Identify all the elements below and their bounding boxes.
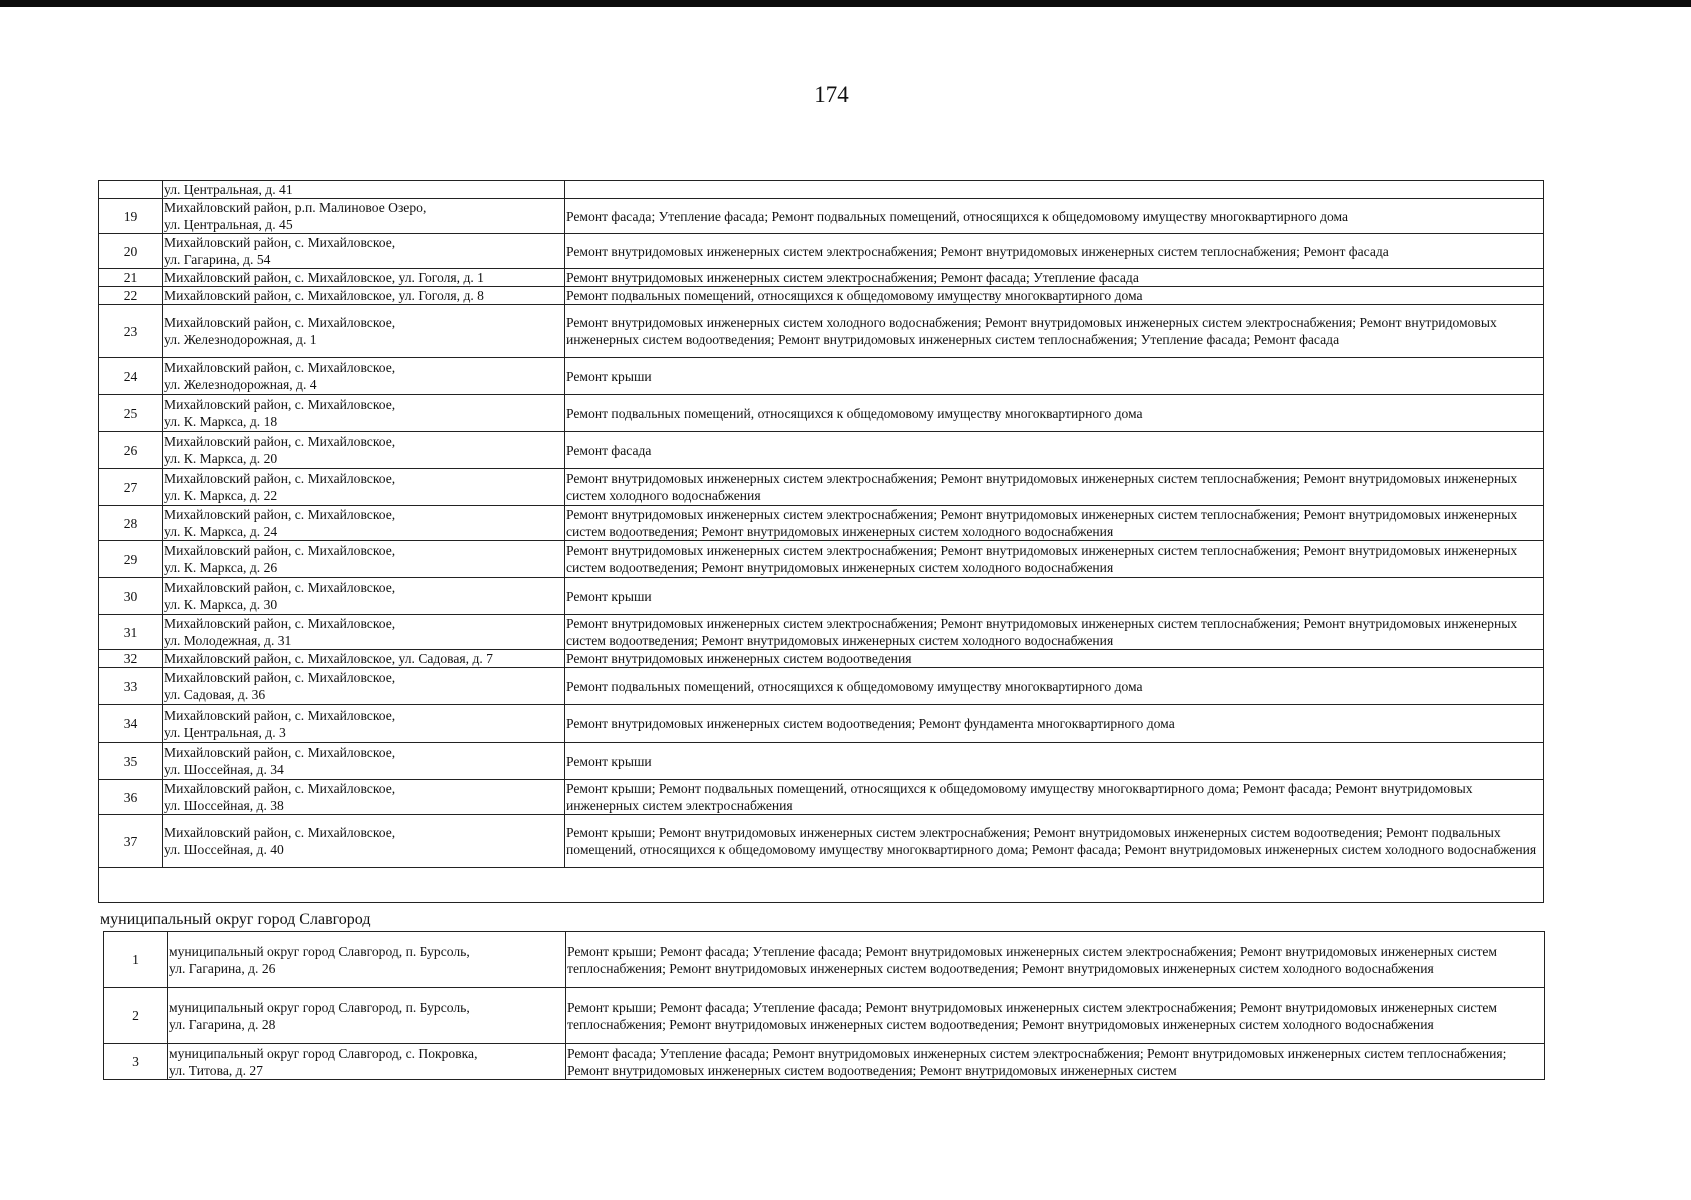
spacer-cell — [99, 868, 1544, 903]
address-cell — [163, 705, 565, 743]
address-line: ул. Шоссейная, д. 40 — [164, 842, 284, 857]
address-cell — [168, 988, 566, 1044]
address-line: Михайловский район, с. Михайловское, — [164, 745, 396, 760]
works-cell: Ремонт внутридомовых инженерных систем электроснабжения; Ремонт внутридомовых инженерных систем теплоснабжения; Ремонт внутридомовых инженерных систем водоотведения; Ремонт внутридомовых инженерных систем холодного водоснабжения — [565, 506, 1544, 541]
address-line: ул. К. Маркса, д. 26 — [164, 560, 278, 575]
address-cell — [168, 932, 566, 988]
address-line: Михайловский район, с. Михайловское, — [164, 360, 396, 375]
row-number: 27 — [99, 469, 163, 506]
address-cell — [163, 615, 565, 650]
address-line: муниципальный округ город Славгород, с. Покровка, — [169, 1045, 478, 1061]
row-number: 23 — [99, 305, 163, 358]
address-line: ул. Шоссейная, д. 38 — [164, 798, 284, 813]
address-line: Михайловский район, с. Михайловское, — [164, 781, 396, 796]
address-cell — [163, 506, 565, 541]
address-line: ул. Садовая, д. 36 — [164, 687, 266, 702]
address-line: Михайловский район, с. Михайловское, — [164, 397, 396, 412]
table-row — [99, 650, 1544, 668]
address-cell — [163, 305, 565, 358]
address-cell — [163, 358, 565, 395]
table-row — [99, 615, 1544, 650]
address-line: Михайловский район, с. Михайловское, ул. Гоголя, д. 8 — [164, 288, 484, 303]
address-line: ул. К. Маркса, д. 30 — [164, 597, 278, 612]
table-row — [99, 743, 1544, 780]
row-number: 37 — [99, 815, 163, 868]
row-number: 21 — [99, 269, 163, 287]
works-cell: Ремонт внутридомовых инженерных систем электроснабжения; Ремонт внутридомовых инженерных систем теплоснабжения; Ремонт внутридомовых инженерных систем водоотведения; Ремонт внутридомовых инженерных систем холодного водоснабжения — [565, 541, 1544, 578]
address-cell — [163, 743, 565, 780]
table-row — [99, 469, 1544, 506]
works-cell: Ремонт подвальных помещений, относящихся к общедомовому имуществу многоквартирного дома — [565, 395, 1544, 432]
works-cell: Ремонт фасада; Утепление фасада; Ремонт внутридомовых инженерных систем электроснабжения; Ремонт внутридомовых инженерных систем теплоснабжения; Ремонт внутридомовых инженерных систем водоотведения; Ремонт внутридомовых инженерных систем — [566, 1044, 1545, 1080]
table-row — [99, 395, 1544, 432]
works-cell: Ремонт фасада; Утепление фасада; Ремонт подвальных помещений, относящихся к общедомовому имуществу многоквартирного дома — [565, 199, 1544, 234]
works-cell: Ремонт крыши; Ремонт подвальных помещений, относящихся к общедомовому имуществу многоквартирного дома; Ремонт фасада; Ремонт внутридомовых инженерных систем электроснабжения — [565, 780, 1544, 815]
address-cell — [163, 395, 565, 432]
address-cell — [163, 541, 565, 578]
works-cell: Ремонт крыши; Ремонт внутридомовых инженерных систем электроснабжения; Ремонт внутридомовых инженерных систем водоотведения; Ремонт подвальных помещений, относящихся к общедомовому имуществу многоквартирного дома; Ремонт фасада; Ремонт внутридомовых инженерных систем холодного водоснабжения — [565, 815, 1544, 868]
table-row — [104, 1044, 1545, 1080]
table-row — [99, 234, 1544, 269]
row-number: 33 — [99, 668, 163, 705]
address-line: Михайловский район, с. Михайловское, — [164, 315, 396, 330]
address-line: Михайловский район, с. Михайловское, — [164, 471, 396, 486]
works-cell: Ремонт внутридомовых инженерных систем холодного водоснабжения; Ремонт внутридомовых инженерных систем электроснабжения; Ремонт внутридомовых инженерных систем водоотведения; Ремонт внутридомовых инженерных систем теплоснабжения; Утепление фасада; Ремонт фасада — [565, 305, 1544, 358]
address-line: ул. Гагарина, д. 26 — [169, 960, 276, 976]
works-cell: Ремонт внутридомовых инженерных систем электроснабжения; Ремонт внутридомовых инженерных систем теплоснабжения; Ремонт внутридомовых инженерных систем водоотведения; Ремонт внутридомовых инженерных систем холодного водоснабжения — [565, 615, 1544, 650]
works-cell: Ремонт фасада — [565, 432, 1544, 469]
address-line: ул. К. Маркса, д. 18 — [164, 414, 278, 429]
row-number: 26 — [99, 432, 163, 469]
address-line: Михайловский район, с. Михайловское, — [164, 434, 396, 449]
section-title: муниципальный округ город Славгород — [100, 911, 371, 928]
address-line: Михайловский район, с. Михайловское, — [164, 580, 396, 595]
works-cell: Ремонт крыши — [565, 358, 1544, 395]
table-row — [99, 815, 1544, 868]
address-cell — [163, 181, 565, 199]
row-number: 35 — [99, 743, 163, 780]
works-cell — [565, 181, 1544, 199]
table-row — [104, 988, 1545, 1044]
works-cell: Ремонт подвальных помещений, относящихся к общедомовому имуществу многоквартирного дома — [565, 287, 1544, 305]
address-line: Михайловский район, с. Михайловское, — [164, 616, 396, 631]
works-cell: Ремонт внутридомовых инженерных систем водоотведения — [565, 650, 1544, 668]
row-number: 3 — [104, 1044, 168, 1080]
table-row — [99, 432, 1544, 469]
works-cell: Ремонт внутридомовых инженерных систем водоотведения; Ремонт фундамента многоквартирного дома — [565, 705, 1544, 743]
row-number: 31 — [99, 615, 163, 650]
address-cell — [163, 650, 565, 668]
address-line: ул. Шоссейная, д. 34 — [164, 762, 284, 777]
row-number: 2 — [104, 988, 168, 1044]
address-line: ул. К. Маркса, д. 22 — [164, 488, 278, 503]
address-line: ул. Молодежная, д. 31 — [164, 633, 292, 648]
address-line: ул. Гагарина, д. 54 — [164, 252, 271, 267]
table-row — [99, 578, 1544, 615]
row-number: 25 — [99, 395, 163, 432]
page-number: 174 — [814, 82, 849, 107]
address-line: Михайловский район, с. Михайловское, ул. Садовая, д. 7 — [164, 651, 493, 666]
row-number: 24 — [99, 358, 163, 395]
address-cell — [163, 815, 565, 868]
row-number: 20 — [99, 234, 163, 269]
works-cell: Ремонт внутридомовых инженерных систем электроснабжения; Ремонт внутридомовых инженерных систем теплоснабжения; Ремонт внутридомовых инженерных систем холодного водоснабжения — [565, 469, 1544, 506]
address-cell — [163, 287, 565, 305]
address-line: Михайловский район, с. Михайловское, — [164, 543, 396, 558]
works-cell: Ремонт крыши; Ремонт фасада; Утепление фасада; Ремонт внутридомовых инженерных систем электроснабжения; Ремонт внутридомовых инженерных систем теплоснабжения; Ремонт внутридомовых инженерных систем водоотведения; Ремонт внутридомовых инженерных систем холодного водоснабжения — [566, 988, 1545, 1044]
address-line: Михайловский район, р.п. Малиновое Озеро, — [164, 200, 427, 215]
address-line: Михайловский район, с. Михайловское, — [164, 235, 396, 250]
address-line: Михайловский район, с. Михайловское, — [164, 825, 396, 840]
address-line: ул. Центральная, д. 45 — [164, 217, 293, 232]
table-row — [99, 199, 1544, 234]
address-line: Михайловский район, с. Михайловское, — [164, 707, 396, 723]
table-row — [99, 181, 1544, 199]
works-cell: Ремонт внутридомовых инженерных систем электроснабжения; Ремонт внутридомовых инженерных систем теплоснабжения; Ремонт фасада — [565, 234, 1544, 269]
address-line: ул. К. Маркса, д. 20 — [164, 451, 278, 466]
address-line: ул. Центральная, д. 3 — [164, 724, 286, 740]
works-cell: Ремонт крыши — [565, 578, 1544, 615]
address-line: ул. Титова, д. 27 — [169, 1062, 263, 1078]
address-cell — [163, 199, 565, 234]
row-number: 1 — [104, 932, 168, 988]
address-line: ул. Гагарина, д. 28 — [169, 1016, 276, 1032]
table-row — [99, 287, 1544, 305]
address-cell — [163, 432, 565, 469]
table-row — [99, 506, 1544, 541]
table-row — [99, 705, 1544, 743]
table-row — [99, 541, 1544, 578]
address-cell — [163, 269, 565, 287]
row-number: 30 — [99, 578, 163, 615]
row-number: 19 — [99, 199, 163, 234]
address-cell — [163, 578, 565, 615]
table-row — [99, 668, 1544, 705]
table-row — [99, 780, 1544, 815]
address-line: ул. Центральная, д. 41 — [164, 182, 293, 197]
address-cell — [163, 780, 565, 815]
row-number: 22 — [99, 287, 163, 305]
address-line: ул. К. Маркса, д. 24 — [164, 524, 278, 539]
address-line: ул. Железнодорожная, д. 1 — [164, 332, 317, 347]
address-line: муниципальный округ город Славгород, п. Бурсоль, — [169, 943, 470, 959]
top-border-bar — [0, 0, 1691, 7]
address-cell — [168, 1044, 566, 1080]
address-line: муниципальный округ город Славгород, п. Бурсоль, — [169, 999, 470, 1015]
spacer-row — [99, 868, 1544, 903]
table-row — [104, 932, 1545, 988]
table-row — [99, 269, 1544, 287]
works-cell: Ремонт крыши — [565, 743, 1544, 780]
works-cell: Ремонт внутридомовых инженерных систем электроснабжения; Ремонт фасада; Утепление фасада — [565, 269, 1544, 287]
address-line: ул. Железнодорожная, д. 4 — [164, 377, 317, 392]
table-row — [99, 305, 1544, 358]
address-line: Михайловский район, с. Михайловское, — [164, 507, 396, 522]
works-cell: Ремонт крыши; Ремонт фасада; Утепление фасада; Ремонт внутридомовых инженерных систем электроснабжения; Ремонт внутридомовых инженерных систем теплоснабжения; Ремонт внутридомовых инженерных систем водоотведения; Ремонт внутридомовых инженерных систем холодного водоснабжения — [566, 932, 1545, 988]
address-cell — [163, 668, 565, 705]
address-cell — [163, 469, 565, 506]
slavgorod-works-table — [103, 931, 1545, 1080]
address-line: Михайловский район, с. Михайловское, ул. Гоголя, д. 1 — [164, 270, 484, 285]
row-number — [99, 181, 163, 199]
row-number: 28 — [99, 506, 163, 541]
row-number: 32 — [99, 650, 163, 668]
repair-works-table — [98, 180, 1544, 903]
works-cell: Ремонт подвальных помещений, относящихся к общедомовому имуществу многоквартирного дома — [565, 668, 1544, 705]
address-line: Михайловский район, с. Михайловское, — [164, 670, 396, 685]
row-number: 36 — [99, 780, 163, 815]
address-cell — [163, 234, 565, 269]
table-row — [99, 358, 1544, 395]
row-number: 29 — [99, 541, 163, 578]
row-number: 34 — [99, 705, 163, 743]
